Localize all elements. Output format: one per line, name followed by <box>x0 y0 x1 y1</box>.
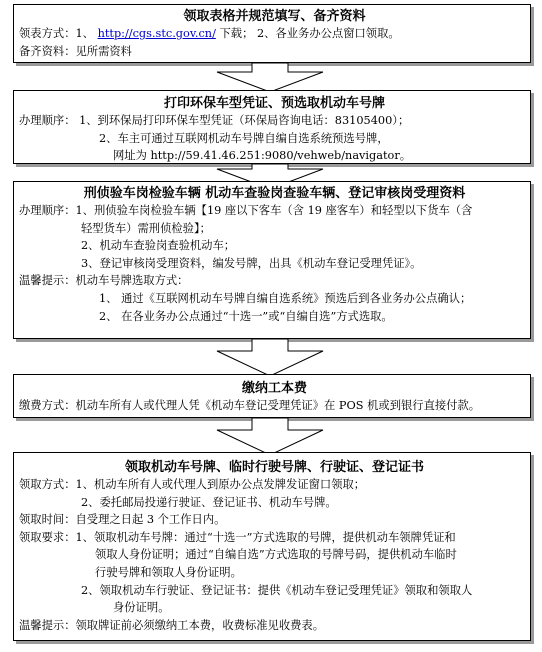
step3-line6: 1、 通过《互联网机动车号牌自编自选系统》预选后到各业务办公点确认； <box>99 291 472 305</box>
step3-line1: 办理顺序：1、刑侦验车岗检验车辆【19 座以下客车（含 19 座客车）和轻型以下货车（含 <box>19 204 473 217</box>
step2-line1: 办理顺序： 1、到环保局打印环保车型凭证（环保局咨询电话：83105400）； <box>19 114 410 127</box>
step5-line6: 行驶号牌和领取人身份证明。 <box>95 565 242 579</box>
step5-line7: 2、领取机动车行驶证、登记证书：提供《机动车登记受理凭证》领取和领取人 <box>81 583 473 597</box>
step5-line4: 领取要求：1、领取机动车号牌：通过“十选一”方式选取的号牌，提供机动车领牌凭证和 <box>19 530 456 544</box>
step3-line5: 温馨提示：机动车号牌选取方式： <box>19 274 189 288</box>
step5-title: 领取机动车号牌、临时行驶号牌、行驶证、登记证书 <box>124 460 424 475</box>
step2-line3: 网址为 http://59.41.46.251:9080/vehweb/navigator。 <box>113 149 412 163</box>
cgs-website-link[interactable]: http://cgs.stc.gov.cn/ <box>97 27 216 40</box>
get-form-rest: 下载； 2、各业务办公点窗口领取。 <box>219 27 400 40</box>
step2-box <box>13 90 531 164</box>
step5-line5: 领取人身份证明；通过“自编自选”方式选取的号牌号码，提供机动车临时 <box>95 548 457 562</box>
step4-box <box>13 374 531 418</box>
get-form-num: 1、 <box>75 27 94 40</box>
step3-line7: 2、 在各业务办公点通过“十选一”或“自编自选”方式选取。 <box>99 309 393 323</box>
step1-line1 <box>19 25 530 43</box>
step5-line9: 温馨提示：领取牌证前必须缴纳工本费，收费标准见收费表。 <box>19 618 325 632</box>
step1-title: 领取表格并规范填写、备齐资料 <box>183 9 366 24</box>
step2-line2: 2、车主可通过互联网机动车号牌自编自选系统预选号牌， <box>99 131 389 145</box>
step1-box <box>13 4 531 63</box>
step3-line3: 2、机动车查验岗查验机动车； <box>81 239 236 253</box>
step3-line2: 轻型货车）需刑侦检验】； <box>81 221 211 235</box>
step5-box <box>13 452 531 641</box>
step3-line4: 3、登记审核岗受理资料，编发号牌，出具《机动车登记受理凭证》。 <box>81 256 422 270</box>
step4-title: 缴纳工本费 <box>241 381 307 396</box>
get-form-label: 领表方式： <box>19 27 76 40</box>
step5-line8: 身份证明。 <box>113 601 170 615</box>
step1-line2: 备齐资料：见所需资料 <box>19 44 132 58</box>
step3-box <box>13 181 531 339</box>
step2-title: 打印环保车型凭证、预选取机动车号牌 <box>163 96 385 111</box>
step5-line1: 领取方式：1、机动车所有人或代理人到原办公点发牌发证窗口领取； <box>19 478 366 491</box>
step5-line2: 2、委托邮局投递行驶证、登记证书、机动车号牌。 <box>81 495 337 509</box>
arrow-4 <box>0 418 542 456</box>
step3-title: 刑侦验车岗检验车辆 机动车查验岗查验车辆、登记审核岗受理资料 <box>83 186 466 201</box>
arrow-1 <box>0 63 542 93</box>
step5-line3: 领取时间：自受理之日起 3 个工作日内。 <box>19 513 226 527</box>
arrow-3 <box>0 339 542 377</box>
step4-line: 缴费方式：机动车所有人或代理人凭《机动车登记受理凭证》在 POS 机或到银行直接付款。 <box>19 399 481 412</box>
